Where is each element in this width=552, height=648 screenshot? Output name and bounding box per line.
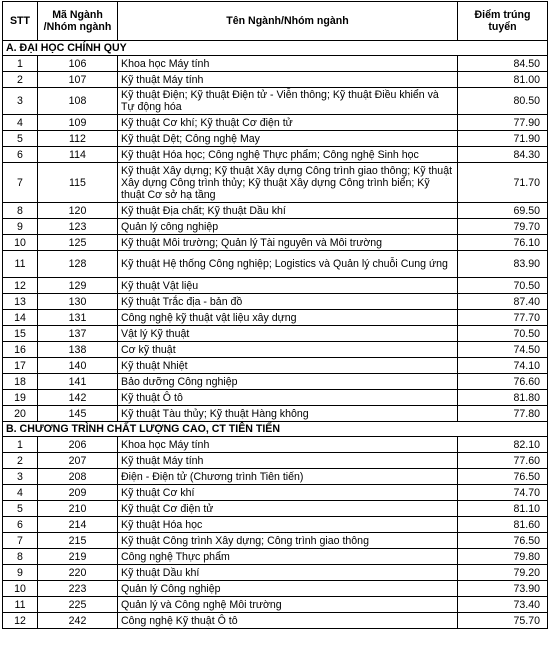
- cell-diem: 82.10: [458, 437, 548, 453]
- cell-ten: Công nghệ kỹ thuật vật liệu xây dựng: [118, 310, 458, 326]
- table-row: [3, 147, 548, 163]
- cell-ma: 242: [38, 613, 118, 629]
- cell-ten: Kỹ thuật Dệt; Công nghệ May: [118, 131, 458, 147]
- cell-ten: Kỹ thuật Tàu thủy; Kỹ thuật Hàng không: [118, 406, 458, 422]
- cell-ten: Kỹ thuật Ô tô: [118, 390, 458, 406]
- cell-diem: 81.80: [458, 390, 548, 406]
- cell-diem: 81.60: [458, 517, 548, 533]
- cell-diem: 84.30: [458, 147, 548, 163]
- cell-stt: 2: [3, 72, 38, 88]
- cell-ten: Vật lý Kỹ thuật: [118, 326, 458, 342]
- table-row: [3, 501, 548, 517]
- cell-stt: 12: [3, 278, 38, 294]
- cell-ten: Kỹ thuật Hóa học; Công nghệ Thực phẩm; Công nghệ Sinh học: [118, 147, 458, 163]
- cell-diem: 81.10: [458, 501, 548, 517]
- cell-diem: 80.50: [458, 88, 548, 115]
- cell-stt: 18: [3, 374, 38, 390]
- cell-ma: 145: [38, 406, 118, 422]
- cell-ma: 215: [38, 533, 118, 549]
- cell-stt: 8: [3, 203, 38, 219]
- cell-ma: 112: [38, 131, 118, 147]
- table-row: [3, 517, 548, 533]
- cell-stt: 12: [3, 613, 38, 629]
- table-row: [3, 278, 548, 294]
- table-row: [3, 115, 548, 131]
- cell-ma: 137: [38, 326, 118, 342]
- cell-diem: 71.70: [458, 163, 548, 203]
- cell-ma: 207: [38, 453, 118, 469]
- cell-ma: 141: [38, 374, 118, 390]
- cell-ten: Kỹ thuật Vật liệu: [118, 278, 458, 294]
- cell-diem: 69.50: [458, 203, 548, 219]
- cell-stt: 11: [3, 251, 38, 278]
- cell-ma: 223: [38, 581, 118, 597]
- cell-stt: 14: [3, 310, 38, 326]
- cell-diem: 76.60: [458, 374, 548, 390]
- cell-diem: 87.40: [458, 294, 548, 310]
- table-row: [3, 219, 548, 235]
- table-row: [3, 358, 548, 374]
- cell-ma: 210: [38, 501, 118, 517]
- cell-ten: Quản lý Công nghiệp: [118, 581, 458, 597]
- cell-ten: Kỹ thuật Dầu khí: [118, 565, 458, 581]
- table-row: [3, 56, 548, 72]
- table-row: [3, 251, 548, 278]
- cell-diem: 70.50: [458, 278, 548, 294]
- cell-ma: 130: [38, 294, 118, 310]
- cell-ten: Kỹ thuật Trắc địa - bản đồ: [118, 294, 458, 310]
- cell-ma: 219: [38, 549, 118, 565]
- cell-stt: 3: [3, 88, 38, 115]
- cell-stt: 17: [3, 358, 38, 374]
- cell-stt: 11: [3, 597, 38, 613]
- cell-ten: Kỹ thuật Máy tính: [118, 453, 458, 469]
- cell-ma: 128: [38, 251, 118, 278]
- header-ma-nganh: Mã Ngành /Nhóm ngành: [38, 2, 118, 41]
- cell-stt: 6: [3, 147, 38, 163]
- cell-ten: Kỹ thuật Xây dựng; Kỹ thuật Xây dựng Công trình giao thông; Kỹ thuật Xây dựng Công trình thủy; Kỹ thuật Xây dựng Công trình biển; Kỹ thuật Cơ sở hạ tầng: [118, 163, 458, 203]
- cell-ten: Kỹ thuật Công trình Xây dựng; Công trình giao thông: [118, 533, 458, 549]
- cell-ma: 108: [38, 88, 118, 115]
- cell-ma: 107: [38, 72, 118, 88]
- cell-ten: Kỹ thuật Hệ thống Công nghiệp; Logistics và Quản lý chuỗi Cung ứng: [118, 251, 458, 278]
- cell-diem: 79.20: [458, 565, 548, 581]
- cell-ten: Kỹ thuật Điện; Kỹ thuật Điện tử - Viễn thông; Kỹ thuật Điều khiển và Tự động hóa: [118, 88, 458, 115]
- cell-diem: 70.50: [458, 326, 548, 342]
- cell-ma: 142: [38, 390, 118, 406]
- cell-ma: 220: [38, 565, 118, 581]
- cell-stt: 4: [3, 485, 38, 501]
- cell-diem: 83.90: [458, 251, 548, 278]
- cell-ma: 140: [38, 358, 118, 374]
- cell-ten: Kỹ thuật Địa chất; Kỹ thuật Dầu khí: [118, 203, 458, 219]
- cell-ma: 206: [38, 437, 118, 453]
- cell-stt: 10: [3, 235, 38, 251]
- cell-ten: Kỹ thuật Hóa học: [118, 517, 458, 533]
- table-row: [3, 597, 548, 613]
- cell-stt: 16: [3, 342, 38, 358]
- cell-stt: 6: [3, 517, 38, 533]
- cell-stt: 7: [3, 163, 38, 203]
- cell-ma: 138: [38, 342, 118, 358]
- cell-stt: 13: [3, 294, 38, 310]
- cell-ma: 208: [38, 469, 118, 485]
- table-row: [3, 390, 548, 406]
- cell-ma: 125: [38, 235, 118, 251]
- section-a-title: A. ĐẠI HỌC CHÍNH QUY: [3, 41, 548, 56]
- table-row: [3, 406, 548, 422]
- table-row: [3, 72, 548, 88]
- cell-diem: 77.80: [458, 406, 548, 422]
- cell-diem: 71.90: [458, 131, 548, 147]
- cell-ten: Khoa học Máy tính: [118, 437, 458, 453]
- cell-ten: Bảo dưỡng Công nghiệp: [118, 374, 458, 390]
- cell-ten: Kỹ thuật Máy tính: [118, 72, 458, 88]
- cell-ma: 129: [38, 278, 118, 294]
- table-row: [3, 533, 548, 549]
- cell-ma: 225: [38, 597, 118, 613]
- cell-stt: 19: [3, 390, 38, 406]
- table-row: [3, 326, 548, 342]
- cell-ma: 214: [38, 517, 118, 533]
- cell-diem: 76.50: [458, 469, 548, 485]
- cell-ten: Kỹ thuật Cơ điện tử: [118, 501, 458, 517]
- table-row: [3, 88, 548, 115]
- header-ten-nganh: Tên Ngành/Nhóm ngành: [118, 2, 458, 41]
- section-a-row: [3, 41, 548, 56]
- cell-diem: 77.70: [458, 310, 548, 326]
- cell-stt: 5: [3, 131, 38, 147]
- cell-diem: 74.10: [458, 358, 548, 374]
- table-row: [3, 549, 548, 565]
- admission-score-table: [2, 1, 548, 629]
- table-row: [3, 565, 548, 581]
- cell-ten: Điện - Điện tử (Chương trình Tiên tiến): [118, 469, 458, 485]
- cell-diem: 84.50: [458, 56, 548, 72]
- cell-diem: 74.50: [458, 342, 548, 358]
- cell-ma: 123: [38, 219, 118, 235]
- table-row: [3, 613, 548, 629]
- cell-diem: 81.00: [458, 72, 548, 88]
- section-b-row: [3, 422, 548, 437]
- cell-stt: 10: [3, 581, 38, 597]
- table-row: [3, 294, 548, 310]
- table-row: [3, 485, 548, 501]
- table-row: [3, 131, 548, 147]
- table-row: [3, 453, 548, 469]
- cell-stt: 9: [3, 565, 38, 581]
- cell-diem: 77.60: [458, 453, 548, 469]
- section-b-title: B. CHƯƠNG TRÌNH CHẤT LƯỢNG CAO, CT TIÊN TIẾN: [3, 422, 548, 437]
- cell-stt: 3: [3, 469, 38, 485]
- cell-ma: 120: [38, 203, 118, 219]
- table-row: [3, 342, 548, 358]
- cell-ten: Kỹ thuật Cơ khí: [118, 485, 458, 501]
- cell-ten: Kỹ thuật Môi trường; Quản lý Tài nguyên và Môi trường: [118, 235, 458, 251]
- cell-stt: 9: [3, 219, 38, 235]
- cell-ten: Quản lý và Công nghệ Môi trường: [118, 597, 458, 613]
- cell-diem: 73.40: [458, 597, 548, 613]
- header-row: [3, 2, 548, 41]
- cell-diem: 79.70: [458, 219, 548, 235]
- table-row: [3, 374, 548, 390]
- cell-ten: Công nghệ Kỹ thuật Ô tô: [118, 613, 458, 629]
- cell-ma: 106: [38, 56, 118, 72]
- cell-ten: Kỹ thuật Nhiệt: [118, 358, 458, 374]
- cell-diem: 79.80: [458, 549, 548, 565]
- cell-stt: 7: [3, 533, 38, 549]
- table-row: [3, 310, 548, 326]
- cell-ma: 131: [38, 310, 118, 326]
- cell-stt: 2: [3, 453, 38, 469]
- cell-ten: Kỹ thuật Cơ khí; Kỹ thuật Cơ điện tử: [118, 115, 458, 131]
- cell-diem: 74.70: [458, 485, 548, 501]
- cell-diem: 73.90: [458, 581, 548, 597]
- cell-stt: 5: [3, 501, 38, 517]
- cell-stt: 15: [3, 326, 38, 342]
- cell-stt: 1: [3, 437, 38, 453]
- cell-diem: 77.90: [458, 115, 548, 131]
- table-row: [3, 203, 548, 219]
- table-row: [3, 469, 548, 485]
- cell-stt: 20: [3, 406, 38, 422]
- cell-ma: 114: [38, 147, 118, 163]
- cell-stt: 4: [3, 115, 38, 131]
- table-row: [3, 235, 548, 251]
- cell-diem: 75.70: [458, 613, 548, 629]
- cell-ma: 109: [38, 115, 118, 131]
- cell-ma: 209: [38, 485, 118, 501]
- cell-ten: Khoa học Máy tính: [118, 56, 458, 72]
- table-row: [3, 163, 548, 203]
- header-diem: Điểm trúng tuyển: [458, 2, 548, 41]
- cell-ten: Quản lý công nghiệp: [118, 219, 458, 235]
- table-row: [3, 581, 548, 597]
- cell-stt: 1: [3, 56, 38, 72]
- table-row: [3, 437, 548, 453]
- cell-stt: 8: [3, 549, 38, 565]
- cell-ten: Cơ kỹ thuật: [118, 342, 458, 358]
- cell-ten: Công nghệ Thực phẩm: [118, 549, 458, 565]
- cell-diem: 76.10: [458, 235, 548, 251]
- cell-diem: 76.50: [458, 533, 548, 549]
- cell-ma: 115: [38, 163, 118, 203]
- header-stt: STT: [3, 2, 38, 41]
